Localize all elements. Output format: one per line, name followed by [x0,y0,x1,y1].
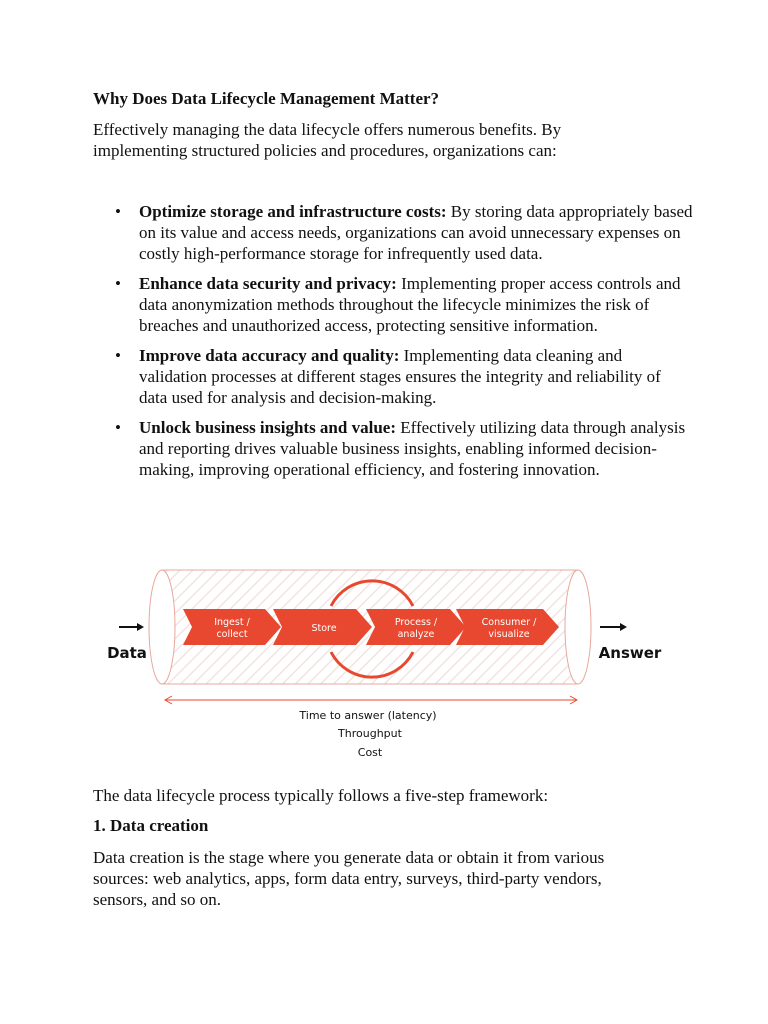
framework-intro: The data lifecycle process typically follows a five-step framework: [93,786,549,805]
section-title: Why Does Data Lifecycle Management Matter? [93,89,440,108]
stage-ingest-line1: Ingest / [214,617,250,628]
list-item [93,345,693,408]
stage-consumer-line2: visualize [488,629,530,640]
list-item [93,417,693,480]
list-item [93,273,693,336]
metric-cost: Cost [357,746,383,759]
stage-store-label: Store [311,623,337,634]
stage-process-line1: Process / [394,617,438,628]
intro-paragraph: Effectively managing the data lifecycle offers numerous benefits. By implementing structured policies and procedures, organizations can: [93,120,562,160]
bullet-lead: Optimize storage and infrastructure costs: [139,202,447,221]
bullet-lead: Enhance data security and privacy: [139,274,397,293]
bullet-text: Implementing data cleaning and validation processes at different stages ensures the integrity and reliability of data used for analysis and decision-making. [139,346,661,407]
span-double-arrow-icon [165,696,577,704]
bullet-text: Implementing proper access controls and data anonymization methods throughout the lifecycle minimizes the risk of breaches and unauthorized access, protecting sensitive information. [139,274,681,335]
data-pipeline-diagram [100,560,680,765]
step-1-paragraph: Data creation is the stage where you generate data or obtain it from various sources: web analytics, apps, form data entry, surveys, third-party vendors, sensors, and so on. [93,848,605,909]
step-1-title: 1. Data creation [93,816,209,835]
bullet-icon: • [115,202,121,221]
bullet-icon: • [115,346,121,365]
bullet-icon: • [115,274,121,293]
output-arrow-icon [600,623,627,631]
bullet-text: Effectively utilizing data through analysis and reporting drives valuable business insights, enabling informed decision-making, improving operational efficiency, and fostering innovation. [139,418,686,479]
input-arrow-icon [119,623,144,631]
benefits-list [93,201,693,489]
bullet-text: By storing data appropriately based on its value and access needs, organizations can avoid unnecessary expenses on costly high-performance storage for infrequently used data. [139,202,693,263]
stage-consumer-line1: Consumer / [481,617,537,628]
bullet-lead: Unlock business insights and value: [139,418,396,437]
bullet-icon: • [115,418,121,437]
metric-latency: Time to answer (latency) [299,709,437,722]
input-label: Data [107,644,147,662]
stage-ingest-line2: collect [216,629,248,640]
metric-throughput: Throughput [338,727,402,740]
output-label: Answer [598,644,662,662]
stage-process-line2: analyze [397,629,435,640]
bullet-lead: Improve data accuracy and quality: [139,346,400,365]
list-item [93,201,693,264]
